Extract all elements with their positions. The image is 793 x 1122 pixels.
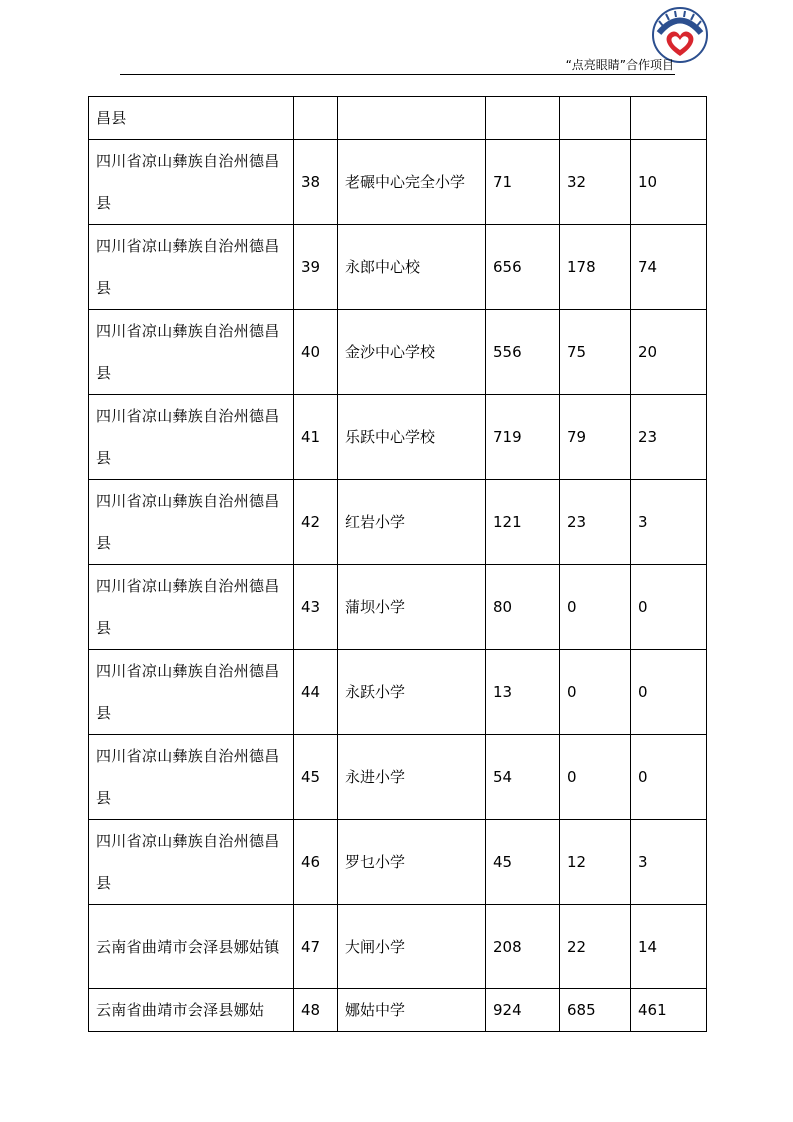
value-cell-1: 121 <box>486 480 560 565</box>
value-cell-3: 0 <box>631 735 707 820</box>
value-cell-1: 556 <box>486 310 560 395</box>
table-row <box>89 735 707 820</box>
value-cell-1: 71 <box>486 140 560 225</box>
value-cell-3: 0 <box>631 565 707 650</box>
table-row <box>89 480 707 565</box>
school-cell: 永跃小学 <box>338 650 486 735</box>
value-cell-3: 23 <box>631 395 707 480</box>
value-cell-1: 54 <box>486 735 560 820</box>
region-cell: 四川省凉山彝族自治州德昌县 <box>89 735 294 820</box>
school-screening-table <box>88 96 707 1032</box>
eye-heart-logo-icon <box>651 6 709 64</box>
value-cell-2 <box>560 97 631 140</box>
table-row <box>89 97 707 140</box>
school-cell: 永郎中心校 <box>338 225 486 310</box>
value-cell-2: 12 <box>560 820 631 905</box>
value-cell-2: 23 <box>560 480 631 565</box>
value-cell-2: 0 <box>560 565 631 650</box>
region-cell: 昌县 <box>89 97 294 140</box>
value-cell-2: 79 <box>560 395 631 480</box>
number-cell: 46 <box>294 820 338 905</box>
value-cell-2: 685 <box>560 989 631 1032</box>
value-cell-2: 75 <box>560 310 631 395</box>
region-cell: 四川省凉山彝族自治州德昌县 <box>89 565 294 650</box>
table-row <box>89 989 707 1032</box>
school-cell: 娜姑中学 <box>338 989 486 1032</box>
value-cell-3: 3 <box>631 480 707 565</box>
region-cell: 云南省曲靖市会泽县娜姑 <box>89 989 294 1032</box>
value-cell-1: 13 <box>486 650 560 735</box>
number-cell: 41 <box>294 395 338 480</box>
number-cell: 47 <box>294 905 338 989</box>
number-cell: 48 <box>294 989 338 1032</box>
number-cell: 38 <box>294 140 338 225</box>
value-cell-1: 656 <box>486 225 560 310</box>
table-row <box>89 565 707 650</box>
table-row <box>89 650 707 735</box>
region-cell: 四川省凉山彝族自治州德昌县 <box>89 310 294 395</box>
value-cell-2: 22 <box>560 905 631 989</box>
table-row <box>89 820 707 905</box>
table-row <box>89 225 707 310</box>
number-cell: 45 <box>294 735 338 820</box>
value-cell-1: 924 <box>486 989 560 1032</box>
value-cell-2: 32 <box>560 140 631 225</box>
school-cell: 永进小学 <box>338 735 486 820</box>
school-cell: 金沙中心学校 <box>338 310 486 395</box>
number-cell: 39 <box>294 225 338 310</box>
project-header-text: “点亮眼睛”合作项目 <box>565 58 674 72</box>
region-cell: 四川省凉山彝族自治州德昌县 <box>89 820 294 905</box>
school-cell: 蒲坝小学 <box>338 565 486 650</box>
value-cell-3: 0 <box>631 650 707 735</box>
school-cell: 红岩小学 <box>338 480 486 565</box>
region-cell: 四川省凉山彝族自治州德昌县 <box>89 140 294 225</box>
value-cell-3: 10 <box>631 140 707 225</box>
value-cell-3: 20 <box>631 310 707 395</box>
school-cell: 老碾中心完全小学 <box>338 140 486 225</box>
school-cell: 罗乜小学 <box>338 820 486 905</box>
number-cell: 43 <box>294 565 338 650</box>
table-row <box>89 140 707 225</box>
number-cell: 40 <box>294 310 338 395</box>
value-cell-3: 74 <box>631 225 707 310</box>
value-cell-3: 461 <box>631 989 707 1032</box>
value-cell-1: 208 <box>486 905 560 989</box>
value-cell-3: 14 <box>631 905 707 989</box>
number-cell: 42 <box>294 480 338 565</box>
header-divider <box>120 74 675 75</box>
value-cell-2: 0 <box>560 735 631 820</box>
number-cell <box>294 97 338 140</box>
region-cell: 云南省曲靖市会泽县娜姑镇 <box>89 905 294 989</box>
number-cell: 44 <box>294 650 338 735</box>
value-cell-1 <box>486 97 560 140</box>
value-cell-2: 178 <box>560 225 631 310</box>
value-cell-1: 80 <box>486 565 560 650</box>
value-cell-3 <box>631 97 707 140</box>
table-row <box>89 310 707 395</box>
value-cell-3: 3 <box>631 820 707 905</box>
region-cell: 四川省凉山彝族自治州德昌县 <box>89 395 294 480</box>
region-cell: 四川省凉山彝族自治州德昌县 <box>89 650 294 735</box>
region-cell: 四川省凉山彝族自治州德昌县 <box>89 225 294 310</box>
table-row <box>89 905 707 989</box>
region-cell: 四川省凉山彝族自治州德昌县 <box>89 480 294 565</box>
school-cell: 乐跃中心学校 <box>338 395 486 480</box>
value-cell-1: 45 <box>486 820 560 905</box>
value-cell-1: 719 <box>486 395 560 480</box>
project-logo <box>651 6 709 64</box>
table-row <box>89 395 707 480</box>
school-cell: 大闸小学 <box>338 905 486 989</box>
value-cell-2: 0 <box>560 650 631 735</box>
school-cell <box>338 97 486 140</box>
